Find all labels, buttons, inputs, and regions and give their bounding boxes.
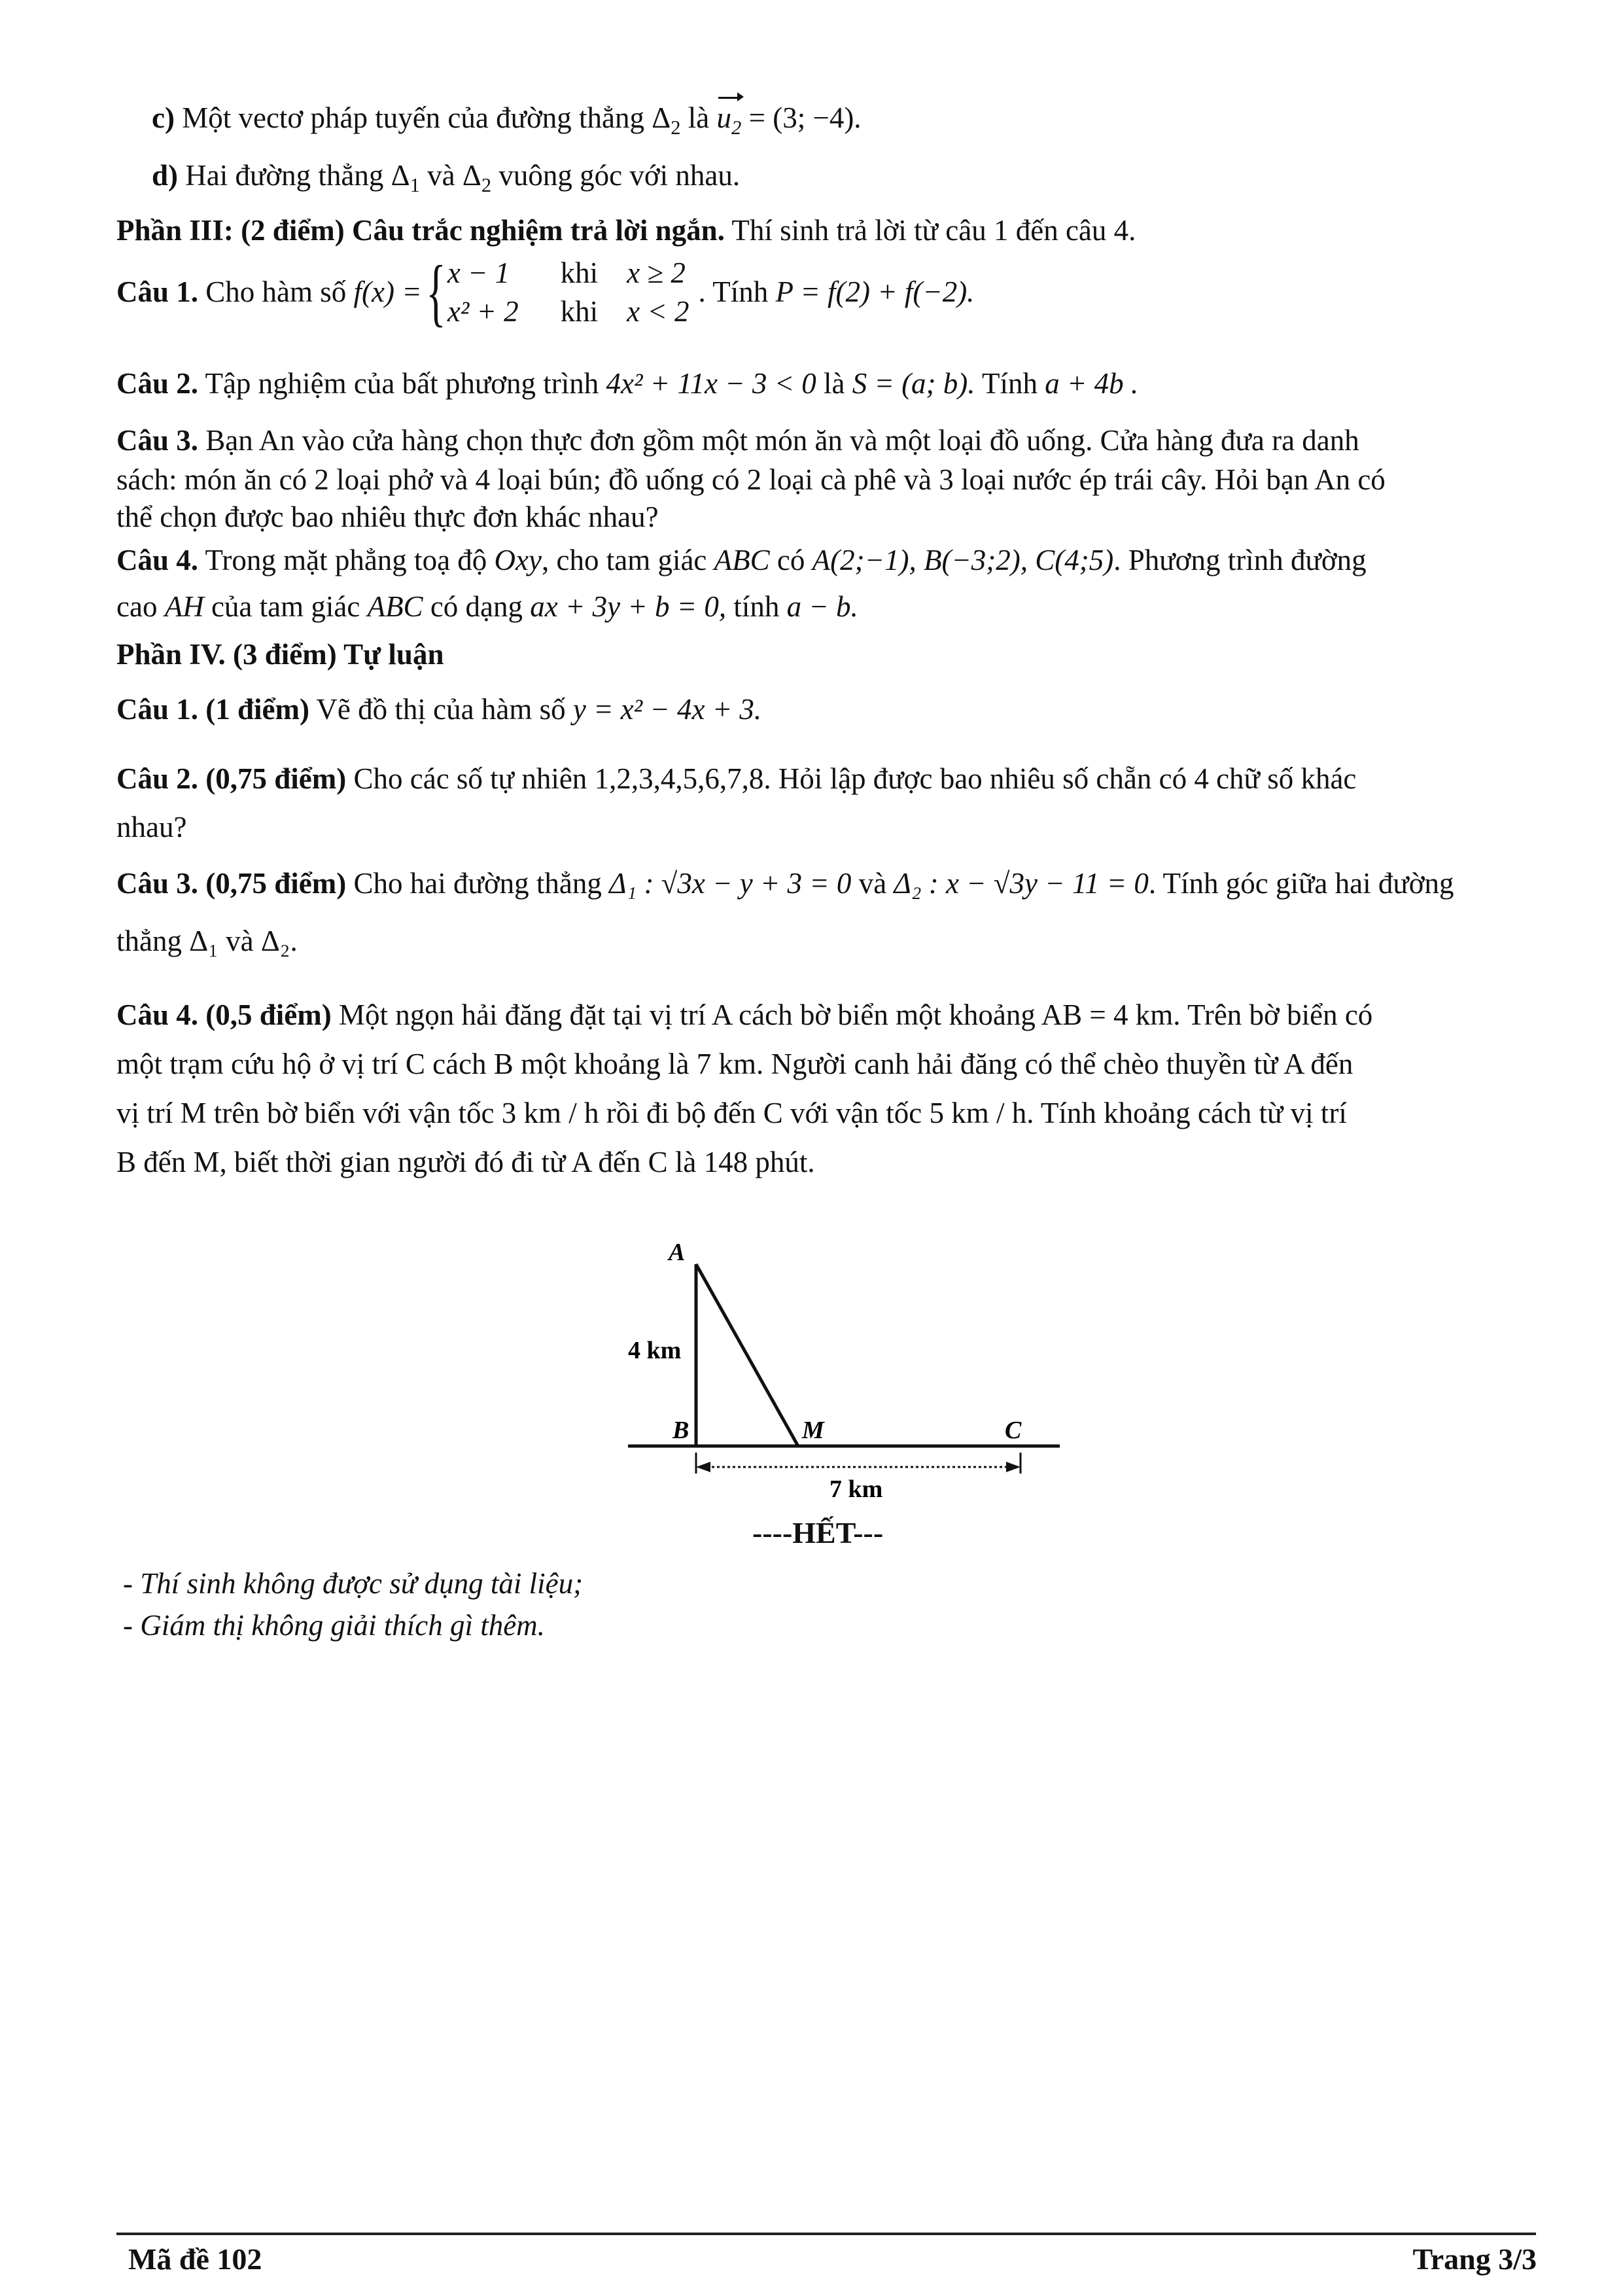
end-mark: ----HẾT--- <box>752 1516 884 1549</box>
part3-heading-bold: Phần III: (2 điểm) Câu trắc nghiệm trả lời ngắn. <box>116 214 725 247</box>
part3-q3-label: Câu 3. <box>116 424 199 457</box>
part3-q3-text2: sách: món ăn có 2 loại phở và 4 loại bún; đồ uống có 2 loại cà phê và 3 loại nước ép trái cây. Hỏi bạn An có <box>116 463 1386 496</box>
label-4km: 4 km <box>628 1337 682 1364</box>
part3-q2-label: Câu 2. <box>116 367 199 400</box>
coord-system: Oxy <box>494 544 542 576</box>
part4-q2-text3: nhau? <box>116 811 187 843</box>
case-row-2 <box>447 292 699 331</box>
part3-q4-line2 <box>116 587 858 627</box>
triangle-abc: ABC <box>714 544 770 576</box>
item-d <box>152 156 740 196</box>
part4-q4-text4: B đến M, biết thời gian người đó đi từ A đến C là 148 phút. <box>116 1146 815 1178</box>
part3-q4-post: . Phương trình đường <box>1113 544 1367 576</box>
piecewise-cases <box>447 254 699 330</box>
note-1: - Thí sinh không được sử dụng tài liệu; <box>123 1567 584 1600</box>
delta1-symbol: Δ <box>391 159 410 192</box>
solution-set: S = (a; b). <box>852 367 975 400</box>
item-c-mid: là <box>688 101 710 134</box>
part3-q2-mid: là <box>823 367 845 400</box>
part3-q3-line2 <box>116 460 1386 500</box>
part4-q1 <box>116 690 761 730</box>
label-7km: 7 km <box>829 1475 883 1503</box>
case-row-1 <box>447 254 699 292</box>
triangle-points: A(2;−1), B(−3;2), C(4;5) <box>812 544 1114 576</box>
part3-q2 <box>116 364 1138 404</box>
delta2-sub: 2 <box>481 174 492 196</box>
part3-q4-co: có <box>777 544 805 576</box>
arrow-right-icon <box>1006 1462 1021 1472</box>
delta1-sub: 1 <box>410 174 420 196</box>
part3-q4-mid: , cho tam giác <box>542 544 707 576</box>
part4-q3-and: và <box>858 867 887 900</box>
digit-list: 1,2,3,4,5,6,7,8 <box>594 762 764 795</box>
part4-q1-text: Vẽ đồ thị của hàm số <box>316 693 566 726</box>
part3-q2-target: a + 4b . <box>1045 367 1139 400</box>
note-2: - Giám thị không giải thích gì thêm. <box>123 1609 545 1642</box>
label-b: B <box>672 1417 689 1444</box>
part4-q4-text2: một trạm cứu hộ ở vị trí C cách B một khoảng là 7 km. Người canh hải đăng có thể chèo thuyền từ A đến <box>116 1048 1353 1080</box>
part3-heading <box>116 211 1136 251</box>
function-fx: f(x) = <box>353 275 422 309</box>
arrow-left-icon <box>696 1462 710 1472</box>
item-d-text: Hai đường thẳng <box>185 159 384 192</box>
footer-divider <box>116 2233 1536 2235</box>
delta-symbol: Δ <box>652 101 671 134</box>
part3-q1-label: Câu 1. <box>116 275 199 309</box>
line-delta1: Δ₁ : √3x − y + 3 = 0 <box>609 867 852 900</box>
part4-q2-line1 <box>116 759 1356 799</box>
label-m: M <box>802 1417 824 1444</box>
part4-q1-label: Câu 1. (1 điểm) <box>116 693 309 726</box>
label-a: A <box>669 1239 686 1266</box>
part3-q4-label: Câu 4. <box>116 544 199 576</box>
part4-q4-line4 <box>116 1142 815 1182</box>
part3-q4-line1 <box>116 540 1367 580</box>
part4-q2-text1: Cho các số tự nhiên <box>353 762 587 795</box>
case2-khi: khi <box>560 294 599 328</box>
part4-heading-text: Phần IV. (3 điểm) Tự luận <box>116 638 444 671</box>
item-d-label: d) <box>152 159 179 192</box>
part4-q2-line2 <box>116 807 186 847</box>
part3-heading-rest: Thí sinh trả lời từ câu 1 đến câu 4. <box>724 214 1136 247</box>
vector-sub: 2 <box>731 116 742 139</box>
inequality: 4x² + 11x − 3 < 0 <box>606 367 816 400</box>
delta-sub: 2 <box>671 116 681 139</box>
piecewise-brace: { <box>426 251 446 334</box>
lighthouse-figure <box>615 1230 1073 1518</box>
item-c-text: Một vectơ pháp tuyến của đường thẳng <box>182 101 645 134</box>
part4-q2-text2: . Hỏi lập được bao nhiêu số chẵn có 4 chữ số khác <box>763 762 1357 795</box>
item-d-tail: vuông góc với nhau. <box>498 159 741 192</box>
segment-am <box>696 1264 798 1446</box>
item-d-and: và <box>427 159 455 192</box>
part3-q2-post: Tính <box>981 367 1038 400</box>
case1-khi: khi <box>560 256 599 289</box>
quadratic-function: y = x² − 4x + 3. <box>572 693 762 726</box>
part3-q4-line2-post: tính <box>733 590 780 623</box>
label-c: C <box>1005 1417 1022 1444</box>
altitude-ah: AH <box>164 590 204 623</box>
part3-q1-pre: Cho hàm số <box>205 275 347 309</box>
altitude-equation: ax + 3y + b = 0, <box>530 590 727 623</box>
part3-q3-text1: Bạn An vào cửa hàng chọn thực đơn gồm một món ăn và một loại đồ uống. Cửa hàng đưa ra danh <box>205 424 1359 457</box>
vector-value: = (3; −4). <box>748 101 862 134</box>
vector-letter: u <box>716 101 732 134</box>
case1-expr: x − 1 <box>447 256 510 289</box>
part4-q4-label: Câu 4. (0,5 điểm) <box>116 998 332 1031</box>
part3-q4-line2-mid2: có dạng <box>430 590 523 623</box>
vector-u2 <box>717 98 742 138</box>
part3-q3-line3 <box>116 497 659 537</box>
case2-cond: x < 2 <box>627 294 689 328</box>
part3-q4-pre: Trong mặt phẳng toạ độ <box>205 544 487 576</box>
part3-q4-line2-mid: của tam giác <box>211 590 360 623</box>
part4-q4-line3 <box>116 1093 1347 1133</box>
part3-q3-text3: thể chọn được bao nhiêu thực đơn khác nhau? <box>116 501 659 533</box>
part3-q1 <box>116 251 975 345</box>
part3-q1-post: . Tính <box>698 275 769 309</box>
part3-q4-target: a − b. <box>786 590 858 623</box>
delta2-symbol: Δ <box>462 159 481 192</box>
part3-q1-target: P = f(2) + f(−2). <box>775 275 975 309</box>
item-c-label: c) <box>152 101 175 134</box>
page-number: Trang 3/3 <box>1412 2242 1537 2276</box>
part4-q3-line1 <box>116 864 1454 904</box>
part3-q4-line2-pre: cao <box>116 590 158 623</box>
part4-q3-text1: Cho hai đường thẳng <box>353 867 602 900</box>
exam-code: Mã đề 102 <box>128 2242 262 2276</box>
part4-q2-label: Câu 2. (0,75 điểm) <box>116 762 347 795</box>
part4-heading <box>116 635 444 675</box>
line-delta2: Δ₂ : x − √3y − 11 = 0 <box>894 867 1149 900</box>
part4-q4-text3: vị trí M trên bờ biển với vận tốc 3 km / h rồi đi bộ đến C với vận tốc 5 km / h. Tính khoảng cách từ vị trí <box>116 1097 1347 1129</box>
part4-q4-line1 <box>116 995 1372 1035</box>
part4-q3-text3: thẳng Δ₁ và Δ₂. <box>116 925 298 957</box>
part4-q4-line2 <box>116 1044 1353 1084</box>
case2-expr: x² + 2 <box>447 294 519 328</box>
part3-q2-pre: Tập nghiệm của bất phương trình <box>205 367 599 400</box>
part3-q3-line1 <box>116 421 1359 461</box>
part4-q4-text1: Một ngọn hải đăng đặt tại vị trí A cách bờ biển một khoảng AB = 4 km. Trên bờ biển có <box>338 998 1373 1031</box>
case1-cond: x ≥ 2 <box>627 256 686 289</box>
part4-q3-line2 <box>116 921 298 961</box>
item-c <box>152 98 862 138</box>
part4-q3-text2: . Tính góc giữa hai đường <box>1148 867 1454 900</box>
part4-q3-label: Câu 3. (0,75 điểm) <box>116 867 347 900</box>
triangle-abc-2: ABC <box>367 590 423 623</box>
